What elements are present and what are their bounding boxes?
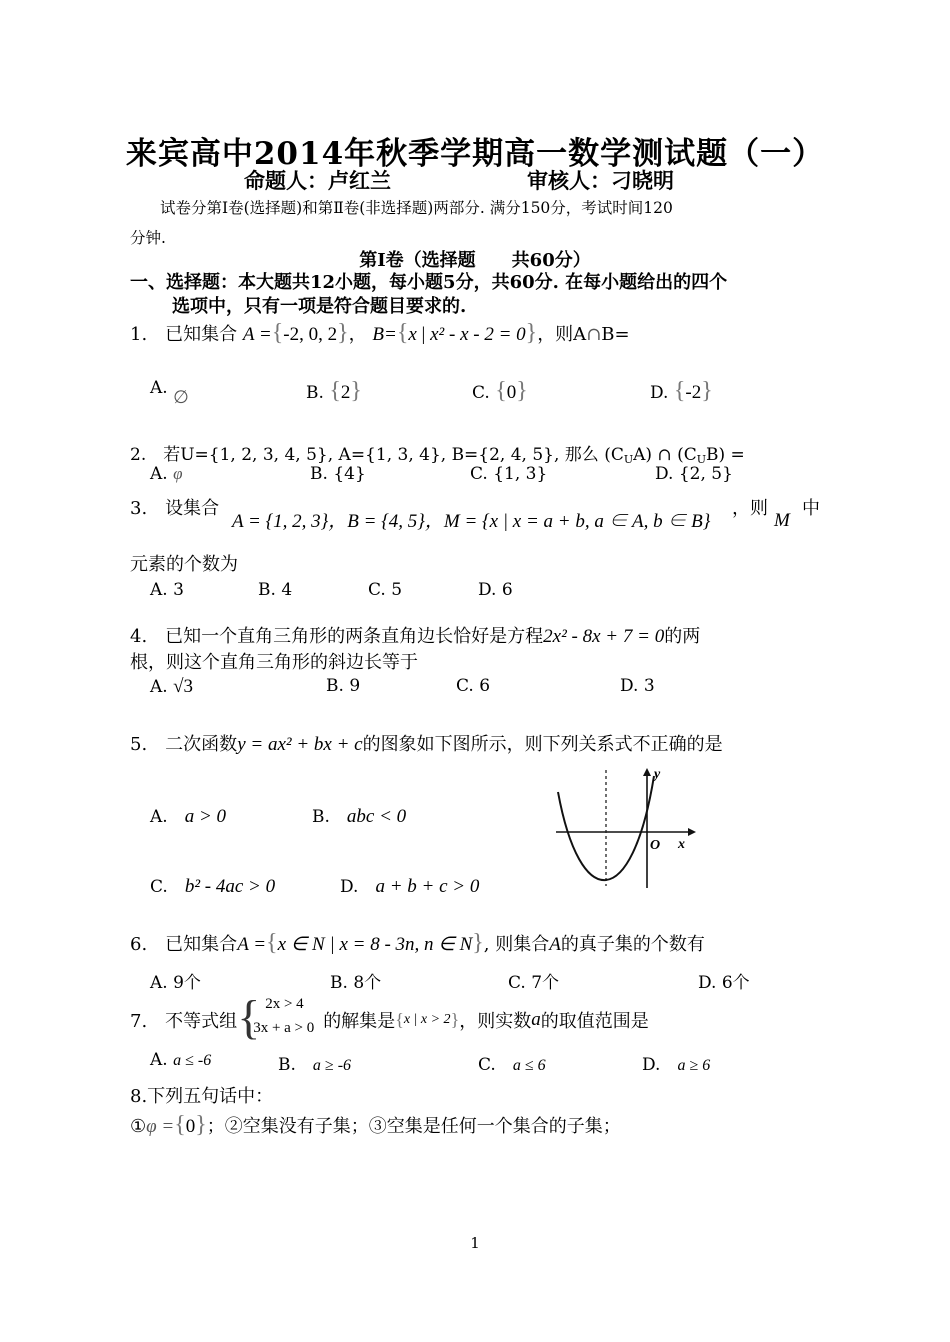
- q6-option-d: D. 6个: [698, 973, 750, 993]
- question-8-stem: 8.下列五句话中：: [130, 1086, 274, 1107]
- parabola-curve: [558, 776, 654, 880]
- question-3-M: M: [774, 510, 790, 531]
- q1-option-b: B. {2}: [306, 378, 362, 404]
- section-instruction-1: 一、选择题：本大题共12小题，每小题5分，共60分. 在每小题给出的四个: [130, 272, 728, 293]
- inequality-system: { 2x > 4 3x + a > 0: [237, 991, 315, 1044]
- section-instruction-2: 选项中，只有一项是符合题目要求的.: [172, 296, 467, 317]
- question-1-stem: 1. 已知集合 A ={-2, 0, 2}， B={x | x² - x - 2 = 0}，则A∩B=: [130, 320, 630, 346]
- page-number: 1: [470, 1234, 480, 1252]
- q4-option-c: C. 6: [456, 676, 491, 696]
- q3-option-c: C. 5: [368, 580, 403, 600]
- q5-option-c: C. b² - 4ac > 0: [150, 876, 276, 897]
- question-3-zhong: 中: [802, 498, 820, 519]
- q1-option-a: A. ∅: [150, 378, 189, 408]
- q4-option-a: A. √3: [150, 676, 194, 697]
- q3-option-b: B. 4: [258, 580, 293, 600]
- parabola-graph: [550, 762, 700, 892]
- q2-option-a: A. φ: [150, 464, 183, 484]
- question-7-stem: 7. 不等式组 { 2x > 4 3x + a > 0 的解集是{x | x > 2}，则实数a的取值范围是: [130, 991, 649, 1044]
- question-4-stem: 4. 已知一个直角三角形的两条直角边长恰好是方程2x² - 8x + 7 = 0的两: [130, 626, 701, 647]
- q6-option-c: C. 7个: [508, 973, 560, 993]
- q4-option-d: D. 3: [620, 676, 655, 696]
- q1-option-d: D. {-2}: [650, 378, 713, 404]
- q3-option-a: A. 3: [150, 580, 184, 600]
- reviewer-label: 审核人：刁晓明: [527, 168, 674, 193]
- question-3-line2: 元素的个数为: [130, 554, 238, 575]
- q7-option-a: A. a ≤ -6: [150, 1050, 212, 1070]
- question-3-expr: A = {1, 2, 3}，B = {4, 5}，M = {x | x = a + b, a ∈ A, b ∈ B}: [232, 511, 711, 532]
- q6-option-b: B. 8个: [330, 973, 382, 993]
- q7-option-c: C. a ≤ 6: [478, 1055, 546, 1075]
- y-axis-arrow: [643, 768, 651, 776]
- q5-option-d: D. a + b + c > 0: [340, 876, 480, 897]
- q2-option-d: D. {2, 5}: [655, 464, 733, 484]
- question-2-stem: 2. 若U={1, 2, 3, 4, 5}, A={1, 3, 4}, B={2, 4, 5}, 那么 $(C_UA)$ ∩ $(C_UB)$ =: [130, 445, 745, 466]
- question-6-stem: 6. 已知集合A ={x ∈ N | x = 8 - 3n, n ∈ N}, 则集合A的真子集的个数有: [130, 930, 705, 956]
- question-4-line2: 根，则这个直角三角形的斜边长等于: [130, 652, 418, 673]
- q5-option-b: B. abc < 0: [312, 806, 407, 827]
- y-axis-label: y: [654, 767, 661, 782]
- question-3-then: ，则: [732, 498, 768, 519]
- q2-option-b: B. {4}: [310, 464, 366, 484]
- origin-label: O: [650, 838, 661, 853]
- q5-option-a: A. a > 0: [150, 806, 227, 827]
- x-axis-label: x: [678, 837, 685, 852]
- exam-title: 来宾高中2014年秋季学期高一数学测试题（一）: [125, 136, 825, 172]
- q3-option-d: D. 6: [478, 580, 513, 600]
- x-axis-arrow: [688, 828, 696, 836]
- q6-option-a: A. 9个: [150, 973, 201, 993]
- question-3-stem: 3. 设集合: [130, 498, 220, 519]
- section-title: 第Ⅰ卷（选择题 共60分）: [359, 250, 591, 271]
- q2-option-c: C. {1, 3}: [470, 464, 548, 484]
- q4-option-b: B. 9: [326, 676, 361, 696]
- intro-line-1: 试卷分第Ⅰ卷(选择题)和第Ⅱ卷(非选择题)两部分. 满分150分，考试时间120: [160, 199, 673, 217]
- intro-line-2: 分钟.: [130, 229, 166, 247]
- q7-option-b: B. a ≥ -6: [278, 1055, 352, 1075]
- question-5-stem: 5. 二次函数y = ax² + bx + c的图象如下图所示，则下列关系式不正确的是: [130, 734, 723, 755]
- question-8-statements: ①φ ={0}；②空集没有子集；③空集是任何一个集合的子集；: [130, 1112, 621, 1138]
- author-label: 命题人：卢红兰: [244, 168, 391, 193]
- q7-option-d: D. a ≥ 6: [642, 1055, 711, 1075]
- q1-option-c: C. {0}: [472, 378, 528, 404]
